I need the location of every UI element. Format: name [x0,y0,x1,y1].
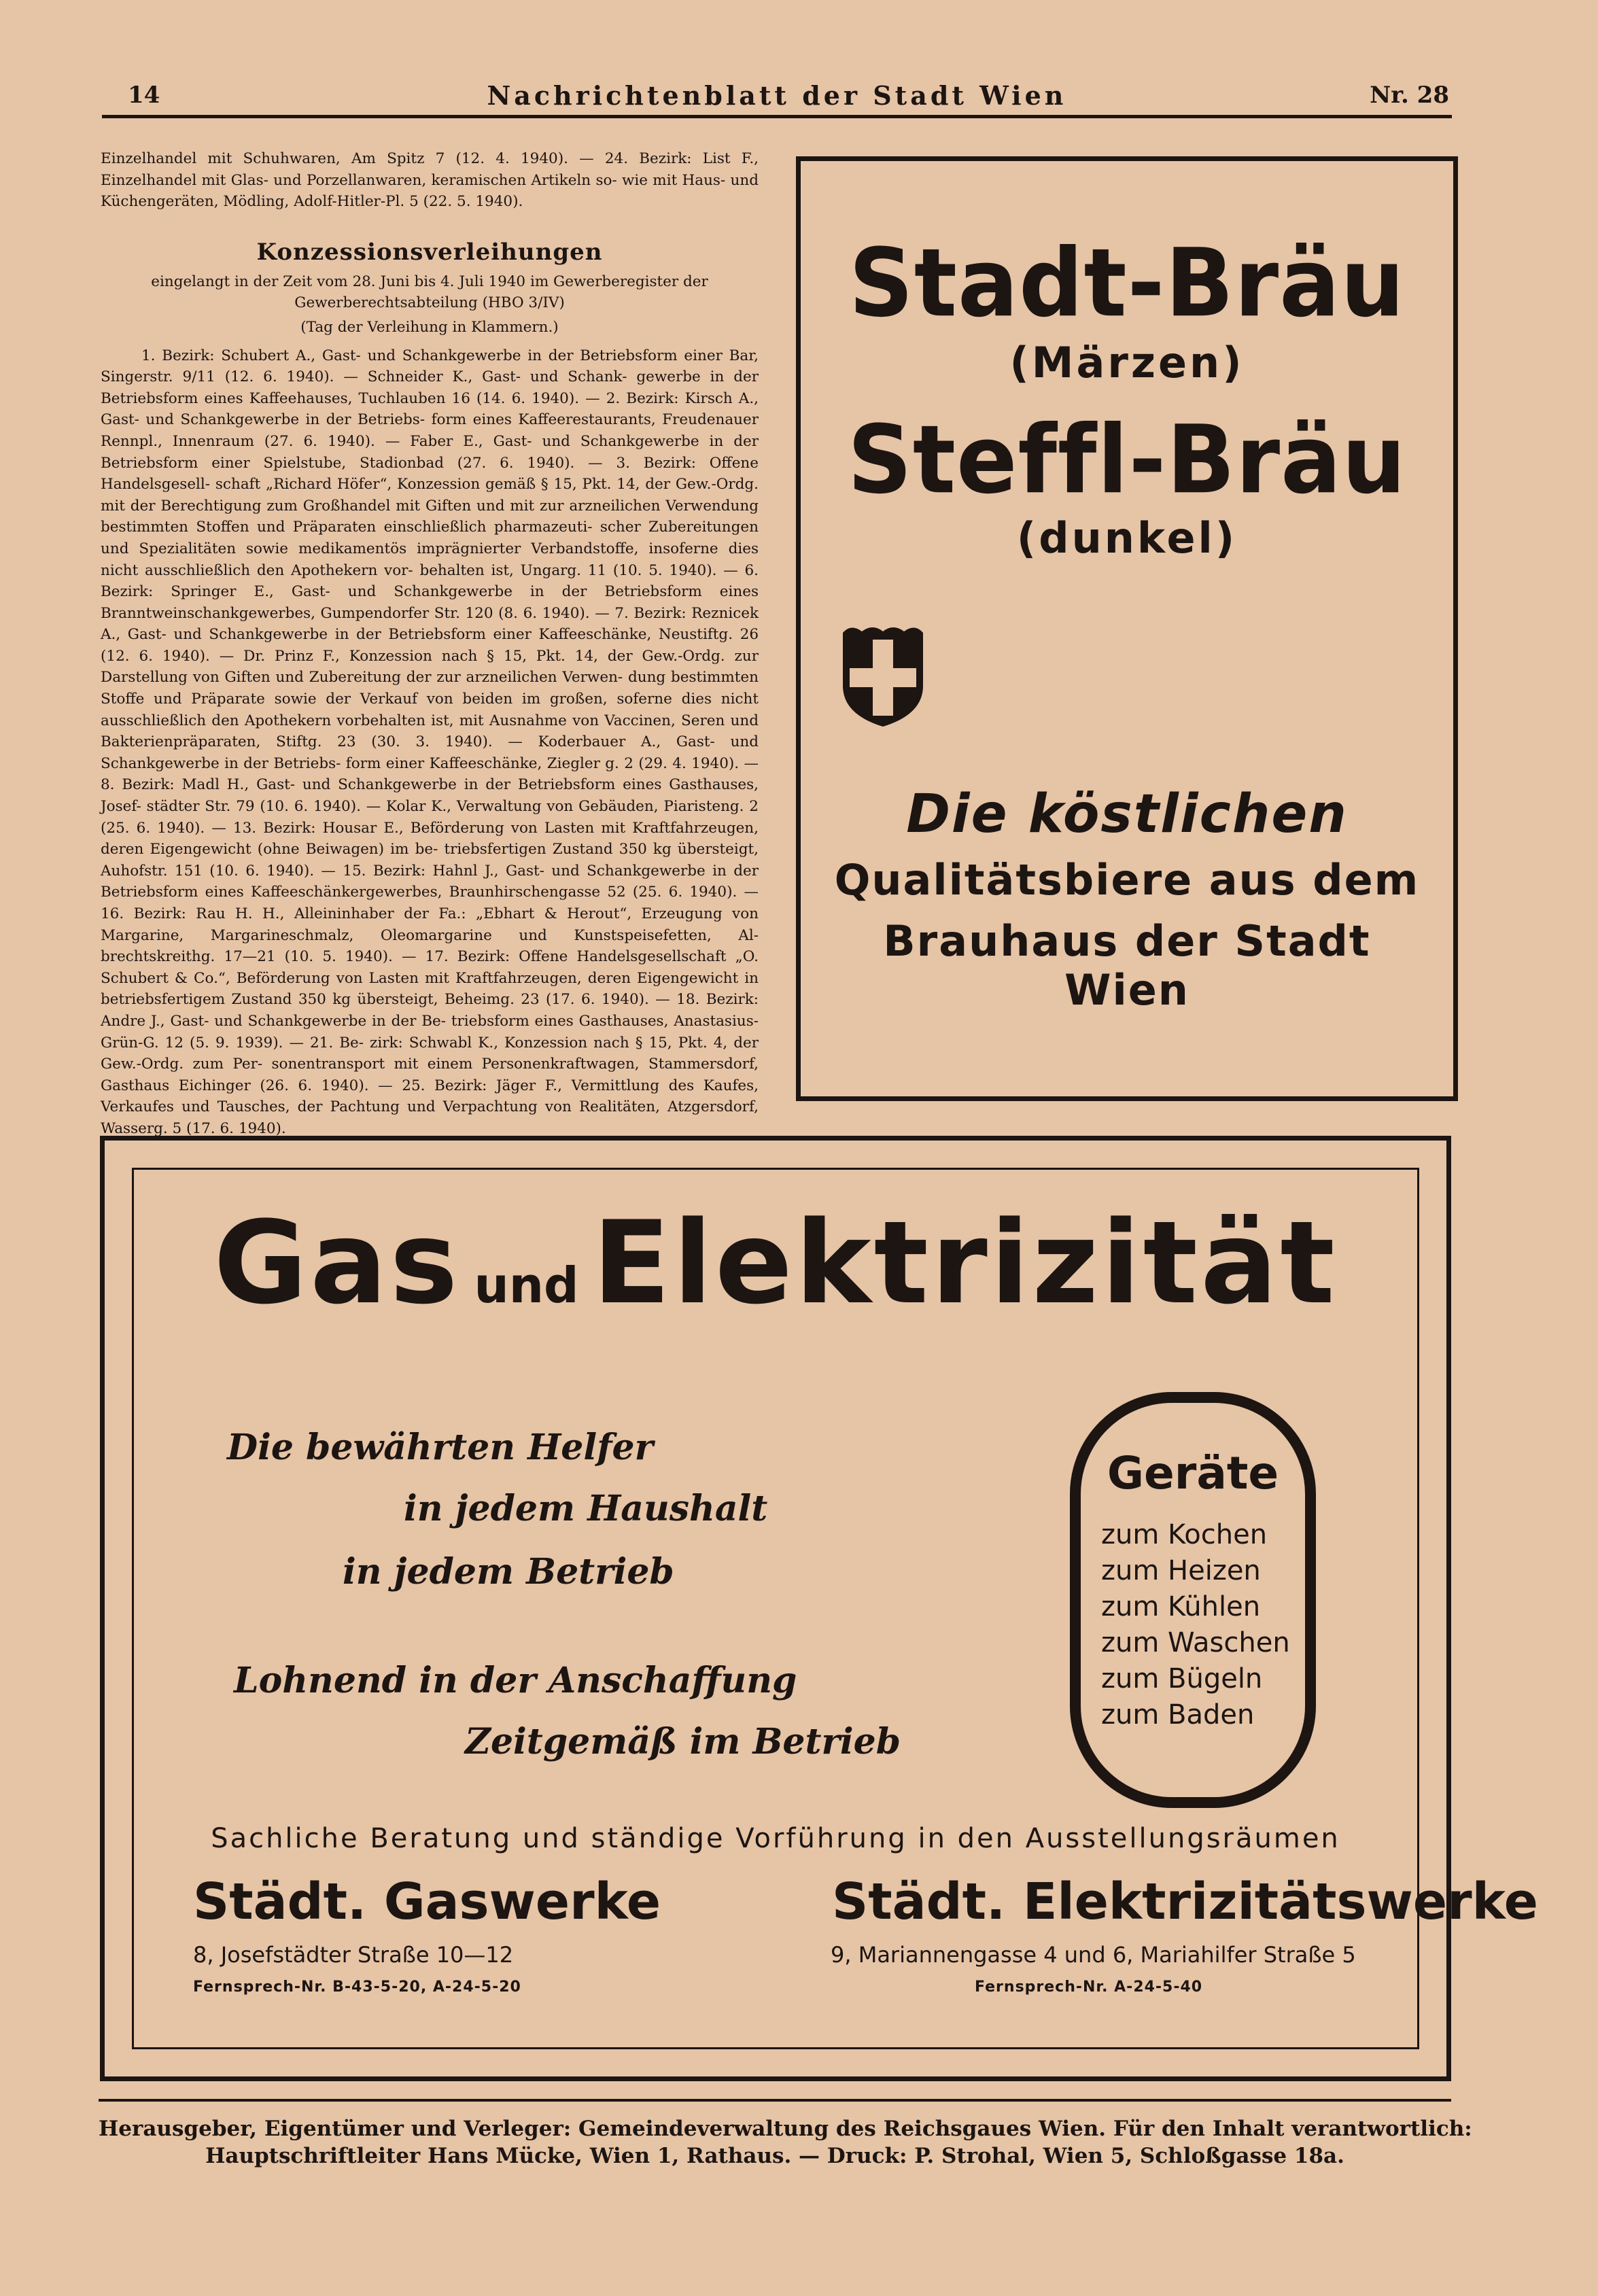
beer-name-stadt-braeu: Stadt-Bräu [848,228,1406,338]
script-line-3: in jedem Betrieb [343,1551,674,1593]
beer-type-maerzen: (Märzen) [1009,338,1245,387]
intro-paragraph: Einzelhandel mit Schuhwaren, Am Spitz 7 (12. 4. 1940). — 24. Bezirk: List F., Einzelhandel mit Glas- und Porzellanwaren, keramischen Artikeln so- wie mit Haus- und Küchengeräten, Mödling, Adolf-Hitler-Pl. 5 (22. 5. 1940). [101,150,759,211]
gasworks-name: Städt. Gaswerke [193,1873,661,1931]
beer-name-steffl-braeu: Steffl-Bräu [847,405,1407,515]
list-item: zum Bügeln [1101,1663,1263,1694]
section-body: 1. Bezirk: Schubert A., Gast- und Schankgewerbe in der Betriebsform einer Bar, Singerstr. 9/11 (12. 6. 1940). — Schneider K., Gast- und Schank- gewerbe in der Betriebsform eines Kaffeehauses, Tuchlauben 16 (14. 6. 1940). — 2. Bezirk: Kirsch A., Gast- und Schankgewerbe in der Betriebs- form eines Kaffeerestaurants, Freudenauer Rennpl., Innenraum (27. 6. 1940). — Faber E., Gast- und Schankgewerbe in der Betriebsform einer Spielstube, Stadionbad (27. 6. 1940). — 3. Bezirk: Offene Handelsgesell- schaft „Richard Höfer“, Konzession gemäß § 15, Pkt. 14, der Gew.-Ordg. mit der Berechtigung zum Großhandel mit Giften und mit zur arzneilichen Verwendung bestimmten Stoffen und Präparaten einschließlich pharmazeuti- scher Zubereitungen und Spezialitäten sowie medikamentös imprägnierter Verbandstoffe, insoferne dies nicht ausschließlich den Apothekern vor- behalten ist, Ungarg. 11 (10. 5. 1940). — 6. Bezirk: Springer E., Gast- und Schankgewerbe in der Betriebsform eines Branntweinschankgewerbes, Gumpendorfer Str. 120 (8. 6. 1940). — 7. Bezirk: Reznicek A., Gast- und Schankgewerbe in der Betriebsform einer Kaffeeschänke, Neustiftg. 26 (12. 6. 1940). — Dr. Prinz F., Konzession nach § 15, Pkt. 14, der Gew.-Ordg. zur Darstellung von Giften und Zubereitung der zur arzneilichen Verwen- dung bestimmten Stoffe und Präparate sowie der Verkauf von beiden im großen, soferne dies nicht ausschließlich den Apothekern vorbehalten ist, mit Ausnahme von Vaccinen, Seren und Bakterienpräparaten, Stiftg. 23 (30. 3. 1940). — Koderbauer A., Gast- und Schankgewerbe in der Betriebs- form einer Kaffeeschänke, Ziegler g. 2 (29. 4. 1940). — 8. Bezirk: Madl H., Gast- und Schankgewerbe in der Betriebsform eines Gasthauses, Josef- städter Str. 79 (10. 6. 1940). — Kolar K., Verwaltung von Gebäuden, Piaristeng. 2 (25. 6. 1940). — 13. Bezirk: Housar E., Beförderung von Lasten mit Kraftfahrzeugen, deren Eigengewicht (ohne Beiwagen) im be- triebsfertigen Zustand 350 kg übersteigt, Auhofstr. 151 (10. 6. 1940). — 15. Bezirk: Hahnl J., Gast- und Schankgewerbe in der Betriebsform eines Kaffeeschänkergewerbes, Braunhirschengasse 52 (25. 6. 1940). — 16. Bezirk: Rau H. H., Alleininhaber der Fa.: „Ebhart & Herout“, Erzeugung von Margarine, Margarineschmalz, Oleomargarine und Kunstspeisefetten, Al- brechtskreithg. 17—21 (10. 5. 1940). — 17. Bezirk: Offene Handelsgesellschaft „O. Schubert & Co.“, Beförderung von Lasten mit Kraftfahrzeugen, deren Eigengewicht in betriebsfertigem Zustand 350 kg übersteigt, Beheimg. 23 (17. 6. 1940). — 18. Bezirk: Andre J., Gast- und Schankgewerbe in der Be- triebsform eines Gasthauses, Anastasius-Grün-G. 12 (5. 9. 1939). — 21. Be- zirk: Schwabl K., Konzession nach § 15, Pkt. 4, der Gew.-Ordg. zum Per- sonentransport mit einem Personenkraftwagen, Stammersdorf, Gasthaus Eichinger (26. 6. 1940). — 25. Bezirk: Jäger F., Vermittlung des Kaufes, Verkaufes und Tausches, der Pachtung und Verpachtung von Realitäten, Atzgersdorf, Wasserg. 5 (17. 6. 1940). [101,347,759,1137]
section-note: (Tag der Verleihung in Klammern.) [300,318,559,336]
list-item: zum Heizen [1101,1555,1261,1586]
slogan-line-2: Qualitätsbiere aus dem [834,855,1420,905]
list-item: zum Kühlen [1101,1591,1261,1622]
beer-advertisement [796,156,1458,1101]
footer-rule [99,2099,1451,2102]
vienna-coat-of-arms-icon [839,621,927,728]
script-line-2: in jedem Haushalt [404,1488,768,1529]
beer-type-dunkel: (dunkel) [1016,513,1238,563]
devices-title: Geräte [1107,1447,1279,1499]
page-footer [99,2099,1472,2180]
imprint-line-1: Herausgeber, Eigentümer und Verleger: Gemeindeverwaltung des Reichsgaues Wien. Für den Inhalt verantwortlich: [99,2117,1472,2141]
left-text-column [101,148,759,1137]
list-item: zum Kochen [1101,1519,1268,1550]
newspaper-title: Nachrichtenblatt der Stadt Wien [487,80,1067,111]
ad-headline [105,1196,1446,1329]
headline-gas: Gas [213,1196,461,1329]
gasworks-phone: Fernsprech-Nr. B-43-5-20, A-24-5-20 [193,1979,521,1996]
section-heading: Konzessionsverleihungen [256,238,603,266]
issue-number: Nr. 28 [1370,82,1449,109]
headline-elektrizitaet: Elektrizität [592,1196,1338,1329]
gas-electricity-advertisement [100,1136,1538,2081]
script-line-1: Die bewährten Helfer [227,1427,653,1468]
headline-und: und [474,1257,579,1314]
script-line-5: Zeitgemäß im Betrieb [465,1721,901,1762]
section-subheading: eingelangt in der Zeit vom 28. Juni bis 4. Juli 1940 im Gewerberegister der Gewerberechtsabteilung (HBO 3/IV) [151,273,708,312]
electricity-works-name: Städt. Elektrizitätswerke [832,1873,1538,1931]
page-number: 14 [128,82,160,109]
devices-list [1101,1517,1290,1733]
list-item: zum Baden [1101,1699,1255,1730]
gasworks-address: 8, Josefstädter Straße 10—12 [193,1942,514,1968]
electricity-works-address: 9, Mariannengasse 4 und 6, Mariahilfer Straße 5 [831,1942,1356,1968]
list-item: zum Waschen [1101,1627,1290,1658]
imprint-line-2: Hauptschriftleiter Hans Mücke, Wien 1, Rathaus. — Druck: P. Strohal, Wien 5, Schloßgasse 18a. [205,2144,1344,2168]
script-line-4: Lohnend in der Anschaffung [234,1660,797,1701]
electricity-works-phone: Fernsprech-Nr. A-24-5-40 [975,1979,1203,1996]
page-header [102,76,1452,118]
slogan-line-3: Brauhaus der Stadt Wien [883,916,1371,1015]
consultation-line: Sachliche Beratung und ständige Vorführung in den Ausstellungsräumen [211,1823,1340,1854]
slogan-line-1: Die köstlichen [906,784,1348,845]
header-rule [102,115,1452,118]
devices-box [1070,1392,1316,1808]
